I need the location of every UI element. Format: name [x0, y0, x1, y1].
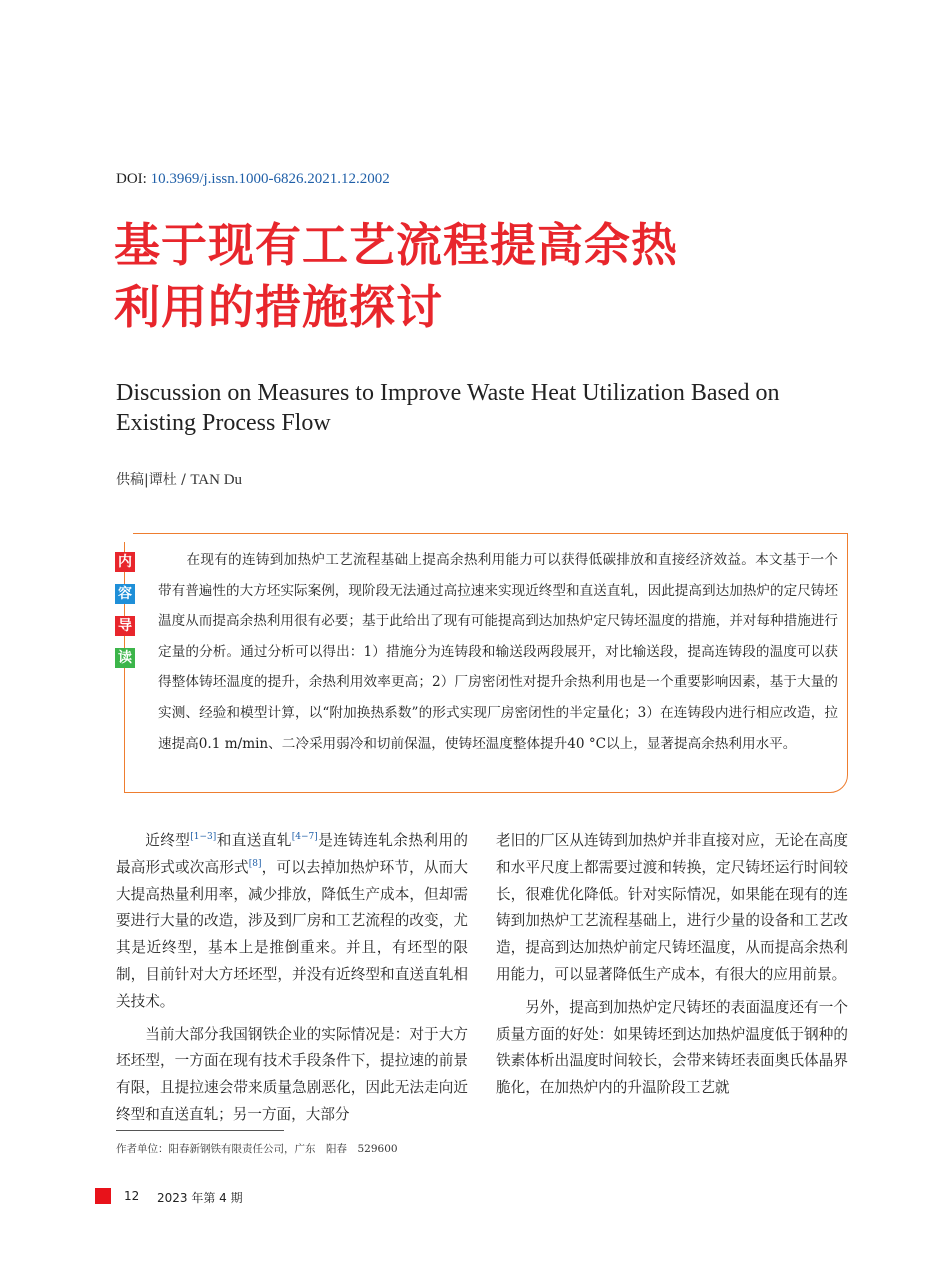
author-line: 供稿|谭杜 / TAN Du [116, 472, 243, 488]
body-paragraph-2: 当前大部分我国钢铁企业的实际情况是：对于大方坯坯型，一方面在现有技术手段条件下，提拉速的前景有限，且提拉速会带来质量急剧恶化，因此无法走向近终型和直送直轧；另一方面，大部分 [116, 1025, 468, 1123]
body-column-right [496, 828, 848, 1102]
author-cn: 供稿|谭杜 [116, 472, 177, 488]
badge-dao: 导 [115, 616, 135, 636]
doi-line [116, 171, 390, 188]
issue-label: 2023 年第 4 期 [157, 1191, 243, 1205]
english-title-line-2: Existing Process Flow [116, 410, 331, 436]
doi-link[interactable]: 10.3969/j.issn.1000-6826.2021.12.2002 [150, 171, 390, 187]
author-affiliation: 作者单位：阳春新钢铁有限责任公司，广东 阳春 529600 [116, 1143, 398, 1155]
badge-rong: 容 [115, 584, 135, 604]
footer-red-square [95, 1188, 111, 1204]
chinese-title-line-1: 基于现有工艺流程提高余热 [114, 218, 678, 272]
body-paragraph-3: 老旧的厂区从连铸到加热炉并非直接对应，无论在高度和水平尺度上都需要过渡和转换，定尺铸坯运行时间较长，很难优化降低。针对实际情况，如果能在现有的连铸到加热炉工艺流程基础上，进行少量的设备和工艺改造，提高到达加热炉前定尺铸坯温度，从而提高余热利用能力，可以显著降低生产成本，有很大的应用前景。 [496, 832, 848, 983]
abstract-body [158, 545, 838, 759]
page-number: 12 [124, 1189, 140, 1203]
p1-text-4: ，可以去掉加热炉环节，从而大大提高热量利用率，减少排放，降低生产成本，但却需要进行大量的改造，涉及到厂房和工艺流程的改变，尤其是近终型，基本上是推倒重来。并且，有坯型的限制，目前针对大方坯坯型，并没有近终型和直送直轧相关技术。 [116, 858, 468, 1010]
p1-text-2: 和直送直轧 [216, 832, 292, 849]
badge-du: 读 [115, 648, 135, 668]
chinese-title-line-2: 利用的措施探讨 [114, 280, 443, 334]
english-title-line-1: Discussion on Measures to Improve Waste Heat Utilization Based on [116, 380, 780, 406]
body-paragraph-1 [116, 828, 468, 1016]
ref-8[interactable]: [8] [248, 858, 262, 869]
abstract-paragraph: 在现有的连铸到加热炉工艺流程基础上提高余热利用能力可以获得低碳排放和直接经济效益。本文基于一个带有普遍性的大方坯实际案例，现阶段无法通过高拉速来实现近终型和直送直轧，因此提高到达加热炉的定尺铸坯温度从而提高余热利用很有必要；基于此给出了现有可能提高到达加热炉定尺铸坯温度的措施，并对每种措施进行定量的分析。通过分析可以得出：1）措施分为连铸段和输送段两段展开，对比输送段，提高连铸段的温度可以获得整体铸坯温度的提升，余热利用效率更高；2）厂房密闭性对提升余热利用也是一个重要影响因素，基于大量的实测、经验和模型计算，以“附加换热系数”的形式实现厂房密闭性的半定量化；3）在连铸段内进行相应改造，拉速提高0.1 m/min、二冷采用弱冷和切前保温，使铸坯温度整体提升40 °C以上，显著提高余热利用水平。 [158, 552, 838, 752]
doi-label: DOI: [116, 171, 147, 187]
english-title [116, 378, 836, 438]
chinese-title [114, 214, 874, 338]
body-paragraph-4: 另外，提高到加热炉定尺铸坯的表面温度还有一个质量方面的好处：如果铸坯到达加热炉温度低于钢种的铁素体析出温度时间较长，会带来铸坯表面奥氏体晶界脆化，在加热炉内的升温阶段工艺就 [496, 998, 848, 1097]
p1-text-1: 近终型 [145, 832, 191, 849]
footnote-divider [116, 1130, 284, 1131]
p1-text-3: 是连铸连轧余热利用的最高形式或次高形式 [116, 832, 468, 876]
author-en: TAN Du [190, 472, 243, 488]
ref-4-7[interactable]: [4−7] [291, 832, 318, 843]
badge-nei: 内 [115, 552, 135, 572]
body-column-left [116, 828, 468, 1129]
abstract-badges [115, 552, 135, 680]
ref-1-3[interactable]: [1−3] [190, 832, 217, 843]
